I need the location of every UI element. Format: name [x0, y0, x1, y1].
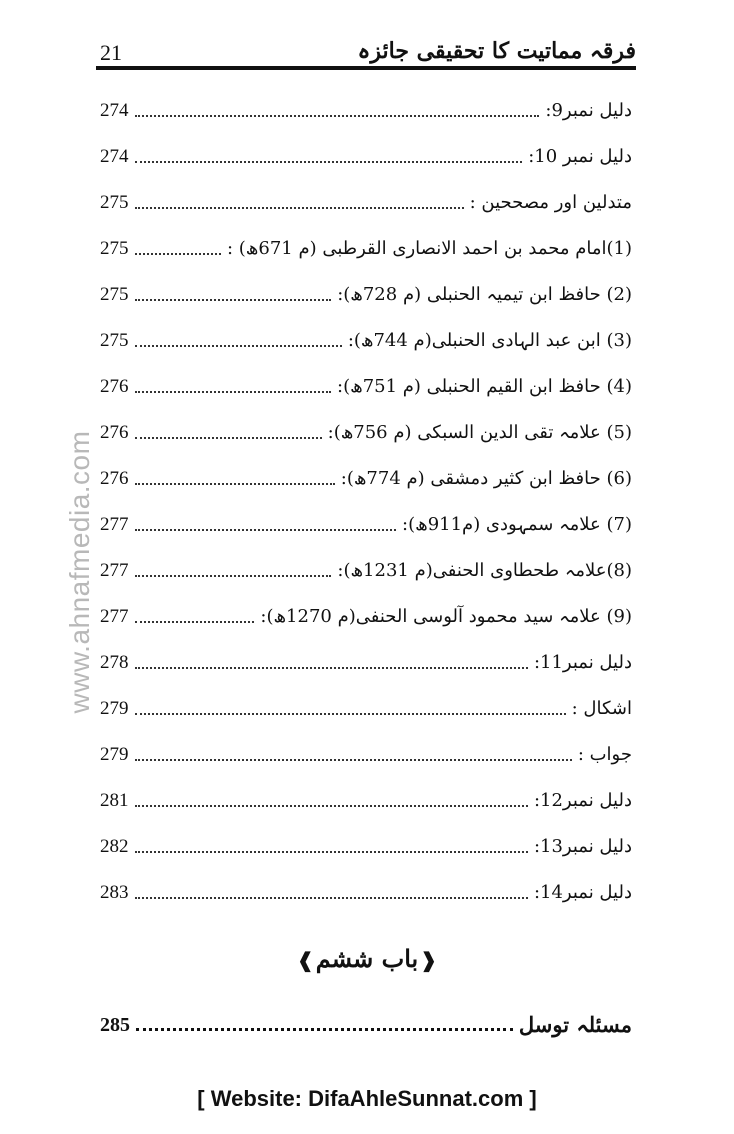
- toc-entry: [100, 268, 632, 314]
- toc-entry: [100, 176, 632, 222]
- dot-leader: [135, 805, 528, 807]
- dot-leader: [135, 391, 332, 393]
- toc-entry-page: 281: [100, 790, 129, 811]
- toc-entry: [100, 590, 632, 636]
- toc-entry-title: دلیل نمبر9:: [545, 100, 632, 121]
- table-of-contents: [100, 84, 632, 912]
- dot-leader: [135, 299, 332, 301]
- dot-leader: [135, 253, 222, 255]
- toc-entry-title: (6) حافظ ابن کثیر دمشقی (م 774ھ):: [340, 468, 632, 489]
- toc-entry-page: 277: [100, 560, 129, 581]
- toc-entry: [100, 130, 632, 176]
- toc-entry-page: 276: [100, 422, 129, 443]
- dot-leader: [135, 437, 322, 439]
- toc-entry-page: 276: [100, 468, 129, 489]
- dot-leader: [135, 529, 397, 531]
- toc-entry-page: 275: [100, 238, 129, 259]
- toc-entry: [100, 820, 632, 866]
- ornament-icon: ❱: [297, 948, 314, 972]
- toc-entry: [100, 636, 632, 682]
- toc-entry: [100, 498, 632, 544]
- toc-entry-title: (9) علامہ سید محمود آلوسی الحنفی(م 1270ھ):: [260, 606, 632, 627]
- dot-leader: [136, 1028, 513, 1031]
- dot-leader: [135, 897, 528, 899]
- toc-entry-title: جواب :: [577, 744, 632, 765]
- chapter-heading: [0, 944, 734, 973]
- toc-entry: [100, 544, 632, 590]
- toc-entry: [100, 866, 632, 912]
- toc-entry-title: اشکال :: [571, 698, 632, 719]
- toc-entry-title: (4) حافظ ابن القیم الحنبلی (م 751ھ):: [337, 376, 632, 397]
- chapter-entry: [100, 1002, 632, 1036]
- toc-entry-title: (5) علامہ تقی الدین السبکی (م 756ھ):: [327, 422, 632, 443]
- page-header: [96, 38, 636, 70]
- toc-entry-page: 279: [100, 744, 129, 765]
- toc-entry-page: 275: [100, 284, 129, 305]
- toc-entry-title: دلیل نمبر 10:: [528, 146, 632, 167]
- toc-entry-title: دلیل نمبر12:: [533, 790, 632, 811]
- ornament-icon: ❰: [420, 948, 437, 972]
- toc-entry-title: متدلین اور مصححین :: [469, 192, 632, 213]
- toc-entry-title: (7) علامہ سمہودی (م911ھ):: [402, 514, 632, 535]
- dot-leader: [135, 851, 528, 853]
- toc-entry-title: دلیل نمبر14:: [533, 882, 632, 903]
- dot-leader: [135, 575, 332, 577]
- toc-entry: [100, 314, 632, 360]
- dot-leader: [135, 713, 566, 715]
- toc-entry: [100, 360, 632, 406]
- dot-leader: [135, 345, 342, 347]
- toc-entry-page: 279: [100, 698, 129, 719]
- toc-entry-title: (3) ابن عبد الہادی الحنبلی(م 744ھ):: [347, 330, 632, 351]
- page-number: 21: [100, 40, 122, 65]
- dot-leader: [135, 115, 540, 117]
- chapter-heading-text: باب ششم: [315, 944, 419, 973]
- toc-entry-page: 278: [100, 652, 129, 673]
- toc-entry-page: 276: [100, 376, 129, 397]
- toc-entry: [100, 774, 632, 820]
- toc-entry: [100, 682, 632, 728]
- toc-entry-title: دلیل نمبر11:: [533, 652, 632, 673]
- toc-entry: [100, 452, 632, 498]
- toc-entry-page: 282: [100, 836, 129, 857]
- toc-entry-title: (2) حافظ ابن تیمیہ الحنبلی (م 728ھ):: [337, 284, 632, 305]
- toc-entry-title: (8)علامہ طحطاوی الحنفی(م 1231ھ):: [337, 560, 632, 581]
- toc-entry: [100, 406, 632, 452]
- header-rule: [96, 66, 636, 70]
- chapter-entry-page: 285: [100, 1014, 130, 1036]
- toc-entry: [100, 222, 632, 268]
- dot-leader: [135, 483, 335, 485]
- toc-entry-page: 275: [100, 192, 129, 213]
- toc-entry-page: 274: [100, 100, 129, 121]
- toc-entry-page: 274: [100, 146, 129, 167]
- book-title: فرقہ مماتیت کا تحقیقی جائزہ: [357, 38, 636, 64]
- toc-entry-title: (1)امام محمد بن احمد الانصاری القرطبی (م 671ھ) :: [227, 238, 632, 259]
- footer-website: [ Website: DifaAhleSunnat.com ]: [197, 1086, 537, 1111]
- dot-leader: [135, 667, 528, 669]
- toc-entry-page: 283: [100, 882, 129, 903]
- dot-leader: [135, 207, 464, 209]
- toc-entry: [100, 84, 632, 130]
- dot-leader: [135, 621, 255, 623]
- chapter-entry-title: مسئلہ توسل: [518, 1012, 632, 1037]
- dot-leader: [135, 759, 572, 761]
- toc-entry-page: 277: [100, 514, 129, 535]
- toc-entry-title: دلیل نمبر13:: [533, 836, 632, 857]
- watermark: www.ahnafmedia.com: [64, 430, 95, 714]
- toc-entry-page: 277: [100, 606, 129, 627]
- dot-leader: [135, 161, 523, 163]
- toc-entry: [100, 728, 632, 774]
- toc-entry-page: 275: [100, 330, 129, 351]
